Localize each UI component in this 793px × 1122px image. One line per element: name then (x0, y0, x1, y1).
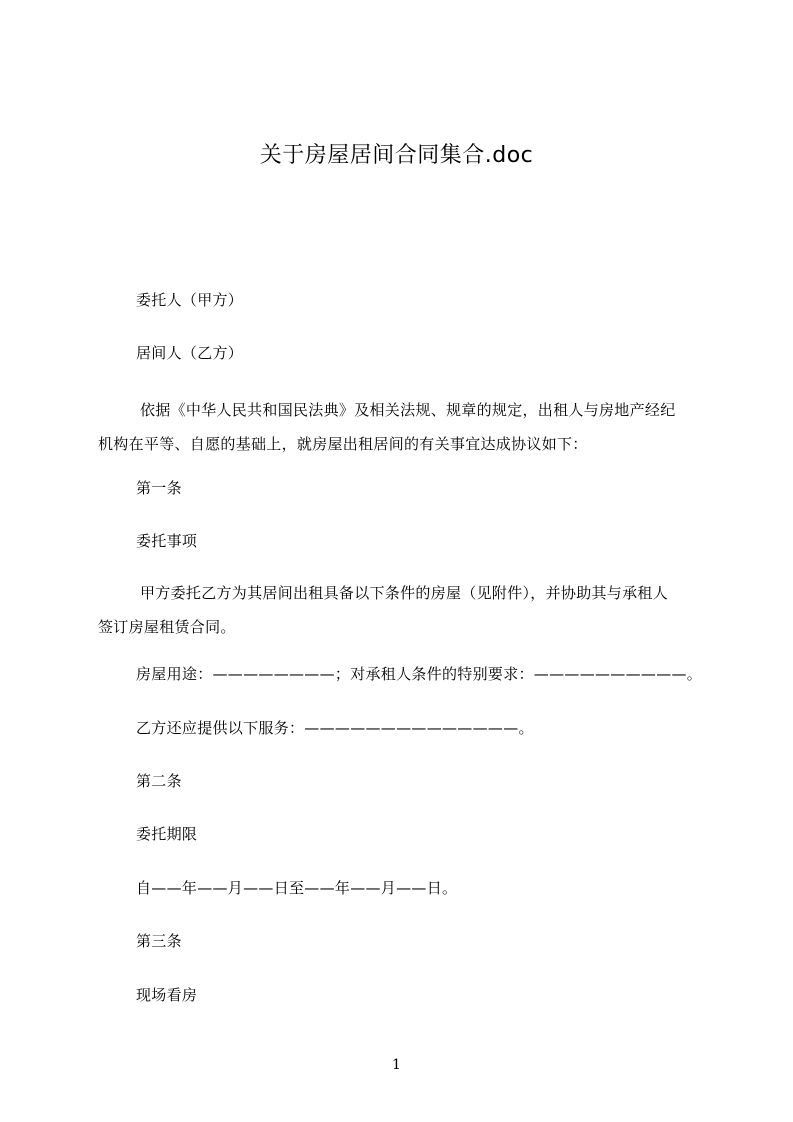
article-2-heading: 第二条 (136, 772, 182, 790)
article-3-heading: 第三条 (136, 932, 182, 950)
article-3-title: 现场看房 (136, 986, 198, 1004)
article-2-title: 委托期限 (136, 825, 198, 843)
principal-label: 委托人（甲方） (136, 291, 244, 309)
intermediary-label: 居间人（乙方） (136, 344, 244, 362)
document-title: 关于房屋居间合同集合.doc (259, 143, 534, 168)
house-use-line: 房屋用途：————————；对承租人条件的特别要求：——————————。 (136, 665, 703, 683)
article-1-line-2: 签订房屋租赁合同。 (98, 618, 236, 636)
article-1-paragraph (98, 576, 714, 644)
intro-line-2: 机构在平等、自愿的基础上，就房屋出租居间的有关事宜达成协议如下： (98, 435, 588, 453)
services-line: 乙方还应提供以下服务：——————————————。 (136, 719, 534, 737)
intro-paragraph (98, 393, 714, 461)
intro-line-1: 依据《中华人民共和国民法典》及相关法规、规章的规定，出租人与房地产经纪 (140, 401, 676, 419)
article-1-heading: 第一条 (136, 479, 182, 497)
period-line: 自——年——月——日至——年——月——日。 (136, 879, 458, 897)
article-1-title: 委托事项 (136, 532, 198, 550)
page-number: 1 (392, 1057, 401, 1073)
article-1-line-1: 甲方委托乙方为其居间出租具备以下条件的房屋（见附件），并协助其与承租人 (140, 584, 669, 602)
